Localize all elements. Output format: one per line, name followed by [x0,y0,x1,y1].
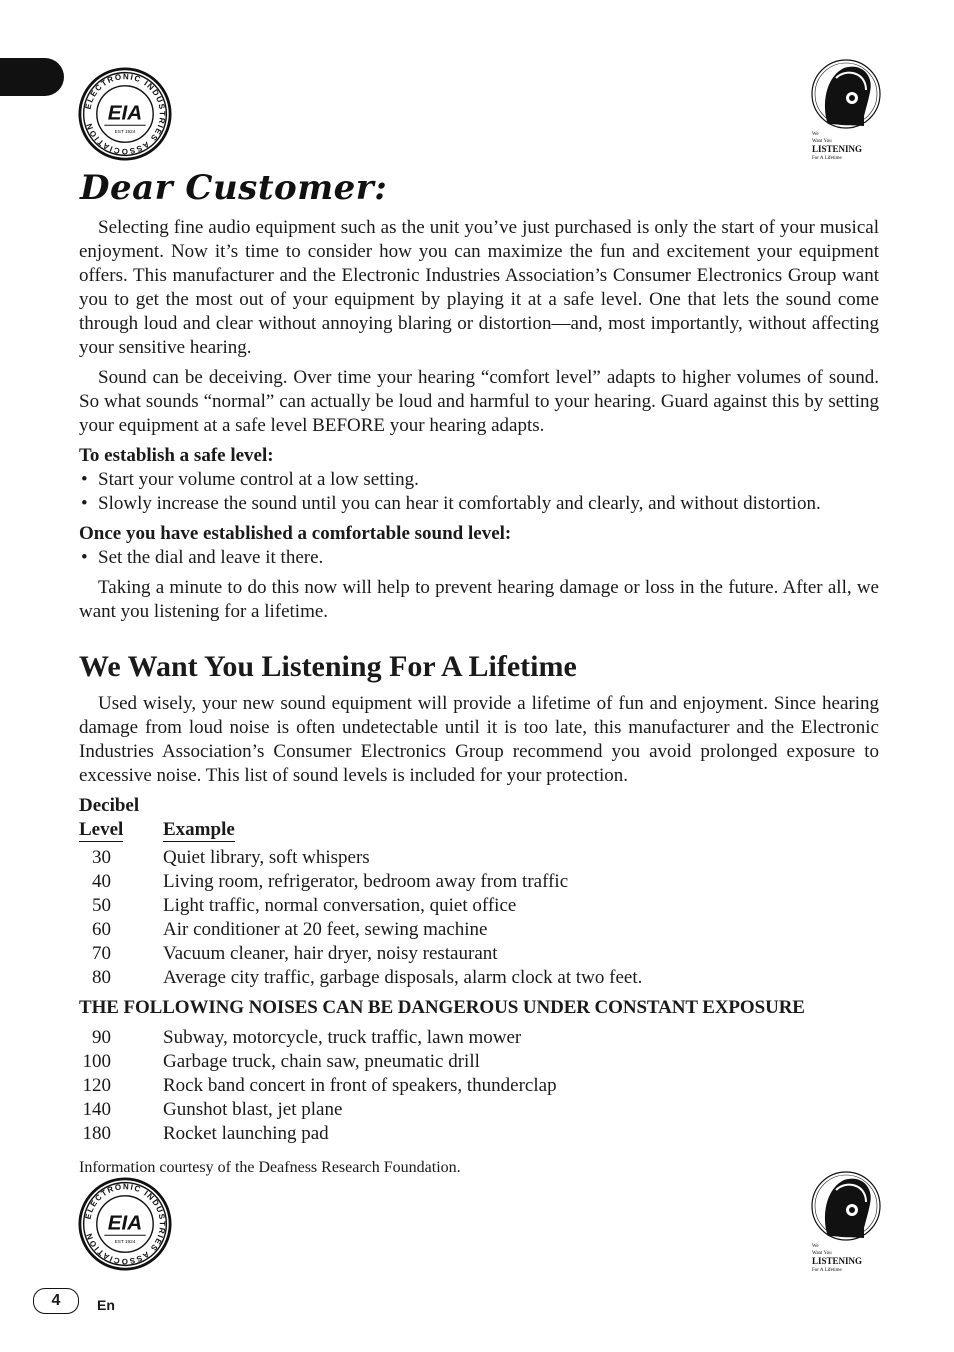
decibel-example: Living room, refrigerator, bedroom away from traffic [163,871,569,892]
decibel-value: 40 [92,871,111,892]
list-item: • Start your volume control at a low setting. [79,468,879,492]
svg-text:For A Lifetime: For A Lifetime [812,1268,842,1273]
lifetime-heading: We Want You Listening For A Lifetime [79,650,577,683]
safe-level-heading: To establish a safe level: [79,445,274,466]
table-row [79,1098,879,1122]
svg-text:EST 1924: EST 1924 [114,1238,136,1244]
decibel-example: Garbage truck, chain saw, pneumatic drill [163,1051,480,1072]
svg-text:ELECTRONIC INDUSTRIES ASSOCIAT: ELECTRONIC INDUSTRIES ASSOCIATION [83,1182,167,1266]
svg-text:Want You: Want You [812,1251,832,1256]
decibel-example: Rock band concert in front of speakers, thunderclap [163,1075,557,1096]
svg-text:EIA: EIA [107,1211,143,1235]
decibel-example: Rocket launching pad [163,1123,329,1144]
page-number: 4 [33,1288,79,1314]
page-content [79,216,879,1180]
danger-warning: THE FOLLOWING NOISES CAN BE DANGEROUS UNDER CONSTANT EXPOSURE [79,997,805,1018]
source-credit: Information courtesy of the Deafness Research Foundation. [79,1159,461,1176]
svg-text:LISTENING: LISTENING [812,1256,863,1266]
table-row [79,894,879,918]
language-label: En [97,1297,115,1313]
decibel-value: 80 [92,967,111,988]
lifetime-paragraph: Used wisely, your new sound equipment will provide a lifetime of fun and enjoyment. Since hearing damage from loud noise is often undetectable until it is too late, this manufacturer and the Electronic Industries Association’s Consumer Electronics Group recommend you avoid prolonged exposure to excessive noise. This list of sound levels is included for your protection. [79,693,879,786]
comfort-level-heading: Once you have established a comfortable sound level: [79,523,512,544]
decibel-value: 100 [82,1051,111,1072]
decibel-value: 140 [82,1099,111,1120]
svg-text:EIA: EIA [107,101,143,125]
comfort-paragraph: Sound can be deceiving. Over time your hearing “comfort level” adapts to higher volumes of sound. So what sounds “normal” can actually be loud and harmful to your hearing. Guard against this by setting your equipment at a safe level BEFORE your hearing adapts. [79,367,879,436]
intro-paragraph: Selecting fine audio equipment such as the unit you’ve just purchased is only the start of your musical enjoyment. Now it’s time to consider how you can maximize the fun and excitement your equipment offers. This manufacturer and the Electronic Industries Association’s Consumer Electronics Group want you to get the most out of your equipment by playing it at a safe level. One that lets the sound come through loud and clear without annoying blaring or distortion—and, most importantly, without affecting your sensitive hearing. [79,217,879,358]
decibel-example: Average city traffic, garbage disposals, alarm clock at two feet. [163,967,643,988]
comfort-level-list [79,546,879,570]
section-tab-marker [0,58,64,96]
eia-logo [78,67,172,161]
safe-level-list [79,468,879,516]
svg-text:We: We [812,132,819,137]
table-row [79,870,879,894]
safe-levels-table [79,846,879,990]
decibel-value: 30 [92,847,111,868]
table-row [79,918,879,942]
level-column-header: Level [79,819,124,840]
decibel-example: Light traffic, normal conversation, quiet office [163,895,517,916]
table-row [79,966,879,990]
we-want-you-listening-logo [806,1170,886,1274]
decibel-column-headers [79,818,879,842]
danger-levels-table [79,1026,879,1146]
table-row [79,846,879,870]
decibel-value: 70 [92,943,111,964]
svg-text:ELECTRONIC INDUSTRIES ASSOCIAT: ELECTRONIC INDUSTRIES ASSOCIATION [83,72,167,156]
greeting-heading: Dear Customer: [80,168,388,208]
decibel-header: Decibel [79,795,140,816]
we-want-you-listening-logo [806,58,886,162]
svg-text:We: We [812,1244,819,1249]
svg-text:Want You: Want You [812,139,832,144]
example-column-header: Example [163,819,235,840]
eia-logo [78,1177,172,1271]
list-item: • Set the dial and leave it there. [79,546,879,570]
decibel-example: Air conditioner at 20 feet, sewing machine [163,919,488,940]
table-row [79,1122,879,1146]
decibel-example: Subway, motorcycle, truck traffic, lawn mower [163,1027,522,1048]
closing-paragraph: Taking a minute to do this now will help to prevent hearing damage or loss in the future. After all, we want you listening for a lifetime. [79,577,879,622]
decibel-value: 60 [92,919,111,940]
decibel-example: Vacuum cleaner, hair dryer, noisy restaurant [163,943,498,964]
table-row [79,1074,879,1098]
table-row [79,1026,879,1050]
decibel-value: 90 [92,1027,111,1048]
decibel-example: Quiet library, soft whispers [163,847,370,868]
list-item: • Slowly increase the sound until you can hear it comfortably and clearly, and without distortion. [79,492,879,516]
decibel-value: 180 [82,1123,111,1144]
svg-text:EST 1924: EST 1924 [114,128,136,134]
decibel-value: 120 [82,1075,111,1096]
table-row [79,1050,879,1074]
table-row [79,942,879,966]
decibel-example: Gunshot blast, jet plane [163,1099,343,1120]
svg-text:For A Lifetime: For A Lifetime [812,156,842,161]
decibel-value: 50 [92,895,111,916]
svg-text:LISTENING: LISTENING [812,144,863,154]
